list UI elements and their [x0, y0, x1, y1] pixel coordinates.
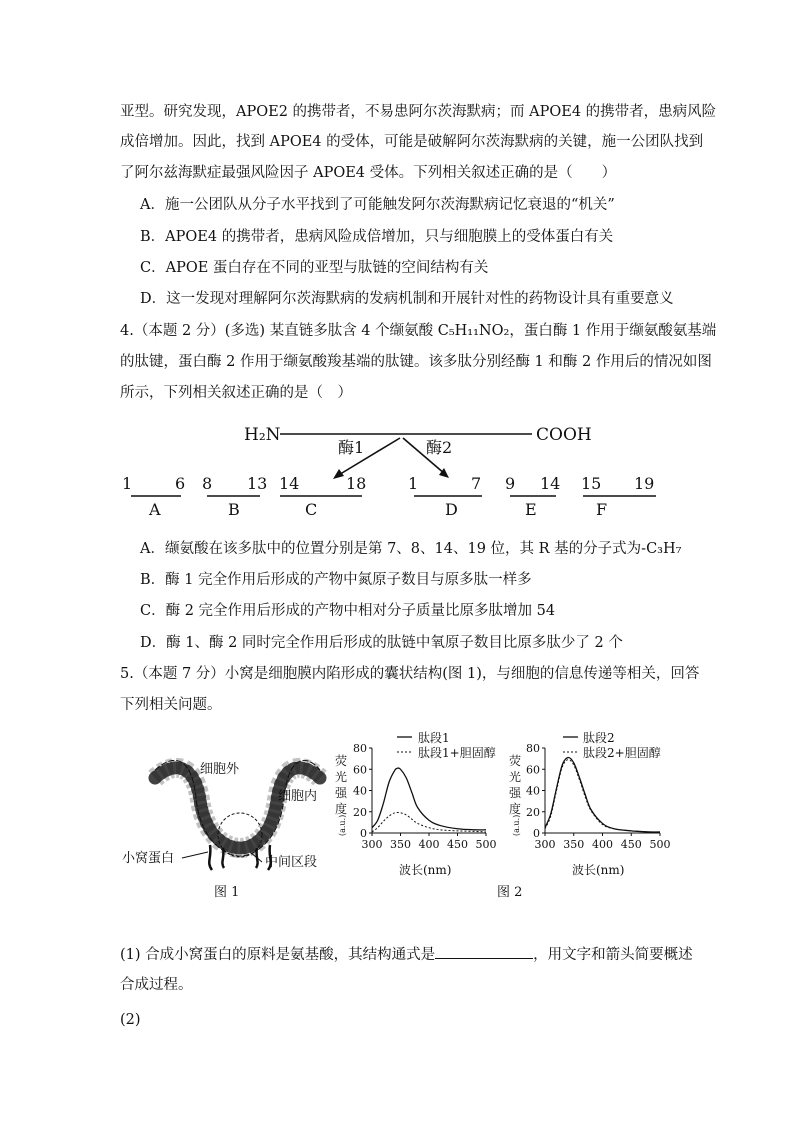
q4-option-b: B．酶 1 完全作用后形成的产物中氮原子数目与原多肽一样多: [140, 572, 532, 588]
chart1-xtick-4: 500: [475, 838, 497, 851]
chart1-ylabel-3: 度: [335, 802, 348, 816]
chart1-xtick-3: 450: [447, 838, 468, 851]
chart2-ytick-2: 40: [526, 784, 540, 798]
caveola-diagram: [122, 760, 320, 900]
cell-inside-label: 细胞内: [278, 789, 318, 804]
chart2-ylabel-3: 度: [509, 802, 522, 816]
chart2-xtick-3: 450: [620, 838, 642, 851]
chart2-xtick-0: 300: [534, 838, 556, 851]
chart1-ylabel-2: 强: [335, 786, 348, 800]
enzyme2-label: 酶2: [426, 438, 453, 457]
q5-sub1-line2: 合成过程。: [120, 977, 193, 993]
chart1-legend-series2: 肽段1+胆固醇: [418, 746, 496, 760]
q3-option-a: A．施一公团队从分子水平找到了可能触发阿尔茨海默病记忆衰退的“机关”: [140, 197, 615, 213]
segment-e-start: 9: [505, 474, 516, 493]
segment-b-label: B: [228, 500, 240, 519]
chart2-ylabel-1: 光: [509, 770, 522, 784]
chart1-series-1-line: [372, 768, 486, 830]
chart1-xlabel: 波长(nm): [399, 863, 452, 877]
q3-option-b: B．APOE4 的携带者，患病风险成倍增加，只与细胞膜上的受体蛋白有关: [140, 229, 614, 245]
chart1-legend-series1: 肽段1: [418, 731, 450, 745]
q5-sub2: (2): [120, 1012, 141, 1028]
q4-line2: 的肽键，蛋白酶 2 作用于缬氨酸羧基端的肽键。该多肽分别经酶 1 和酶 2 作用后的情况如图: [120, 354, 712, 370]
enzyme1-label: 酶1: [338, 438, 365, 457]
q4-option-a: A．缬氨酸在该多肽中的位置分别是第 7、8、14、19 位，其 R 基的分子式为-C₃H₇: [140, 541, 682, 557]
chart1-xtick-2: 400: [418, 838, 440, 851]
q5-sub1-text-b: ，用文字和箭头简要概述: [533, 947, 693, 963]
chart2-series-1-line: [545, 758, 660, 832]
segment-c-start: 14: [279, 474, 300, 493]
chart2-series-2-line: [545, 760, 660, 832]
q5-sub1-line1: [120, 944, 693, 965]
q3-option-c: C．APOE 蛋白存在不同的亚型与肽链的空间结构有关: [140, 260, 489, 276]
chart-peptide1: [335, 730, 497, 877]
q5-sub1-text-a: (1) 合成小窝蛋白的原料是氨基酸，其结构通式是: [120, 947, 436, 963]
n-terminus-label: H₂N: [244, 425, 281, 445]
chart2-ylabel-2: 强: [509, 786, 522, 800]
middle-segment-label: 中间区段: [265, 855, 318, 870]
chart-peptide2: [509, 730, 671, 877]
q4-line3: 所示，下列相关叙述正确的是（ ）: [120, 385, 352, 401]
q3-option-d: D．这一发现对理解阿尔茨海默病的发病机制和开展针对性的药物设计具有重要意义: [140, 291, 674, 307]
segment-c-end: 18: [346, 474, 367, 493]
chart2-ylabel-0: 荧: [509, 754, 522, 768]
fig1-caption: 图 1: [214, 885, 240, 900]
chart2-legend-series1: 肽段2: [583, 731, 615, 745]
segment-a-start: 1: [122, 474, 133, 493]
segment-a-label: A: [149, 500, 161, 519]
chart1-ylabel-1: 光: [335, 770, 348, 784]
fig2-caption: 图 2: [497, 885, 523, 900]
segment-d-start: 1: [408, 474, 419, 493]
chart1-xtick-0: 300: [361, 838, 383, 851]
q3-intro-line2: 成倍增加。因此，找到 APOE4 的受体，可能是破解阿尔茨海默病的关键，施一公团队找到: [120, 134, 704, 150]
segment-f-end: 19: [634, 474, 655, 493]
segment-e-label: E: [525, 500, 537, 519]
q5-line1: 5.（本题 7 分）小窝是细胞膜内陷形成的囊状结构(图 1)，与细胞的信息传递等相关，回答: [120, 666, 700, 682]
chart1-ytick-2: 40: [353, 784, 367, 798]
chart2-xtick-4: 500: [649, 838, 671, 851]
answer-blank[interactable]: [435, 944, 533, 959]
chart2-xtick-1: 350: [563, 838, 585, 851]
chart2-ytick-4: 80: [526, 742, 540, 755]
q3-intro-line1: 亚型。研究发现，APOE2 的携带者，不易患阿尔茨海默病；而 APOE4 的携带者，患病风险: [120, 104, 717, 120]
chart2-ytick-1: 20: [526, 805, 540, 819]
chart2-legend-series2: 肽段2+胆固醇: [583, 746, 661, 760]
chart2-xtick-2: 400: [592, 838, 613, 851]
chart1-ytick-4: 80: [353, 742, 367, 755]
chart1-ytick-3: 60: [353, 763, 367, 777]
chart2-ylabel-unit: (a.u.): [512, 814, 521, 836]
chart2-xlabel: 波长(nm): [572, 863, 625, 877]
segment-a-end: 6: [175, 474, 186, 493]
chart1-ytick-1: 20: [353, 805, 367, 819]
q4-option-c: C．酶 2 完全作用后形成的产物中相对分子质量比原多肽增加 54: [140, 603, 556, 619]
segment-b-end: 13: [247, 474, 268, 493]
segment-c-label: C: [305, 500, 318, 519]
q4-option-d: D．酶 1、酶 2 同时完全作用后形成的肽链中氧原子数目比原多肽少了 2 个: [140, 635, 623, 651]
chart2-ytick-0: 0: [533, 827, 540, 840]
segment-e-end: 14: [540, 474, 561, 493]
chart1-ylabel-unit: (a.u.): [338, 814, 347, 836]
c-terminus-label: COOH: [536, 425, 592, 445]
chart1-ytick-0: 0: [360, 827, 367, 840]
chart2-ytick-3: 60: [526, 763, 540, 777]
segment-b-start: 8: [202, 474, 213, 493]
segment-f-label: F: [596, 500, 608, 519]
chart1-xtick-1: 350: [390, 838, 411, 851]
chart1-ylabel-0: 荧: [335, 754, 348, 768]
caveolin-label: 小窝蛋白: [122, 851, 175, 866]
segment-d-end: 7: [471, 474, 482, 493]
q5-line2: 下列相关问题。: [120, 697, 222, 713]
segment-d-label: D: [445, 500, 458, 519]
q4-line1: 4.（本题 2 分）(多选) 某直链多肽含 4 个缬氨酸 C₅H₁₁NO₂，蛋白酶 1 作用于缬氨酸氨基端: [120, 323, 717, 339]
cell-outside-label: 细胞外: [200, 762, 240, 777]
q3-intro-line3: 了阿尔兹海默症最强风险因子 APOE4 受体。下列相关叙述正确的是（ ）: [120, 165, 617, 181]
segment-f-start: 15: [581, 474, 602, 493]
